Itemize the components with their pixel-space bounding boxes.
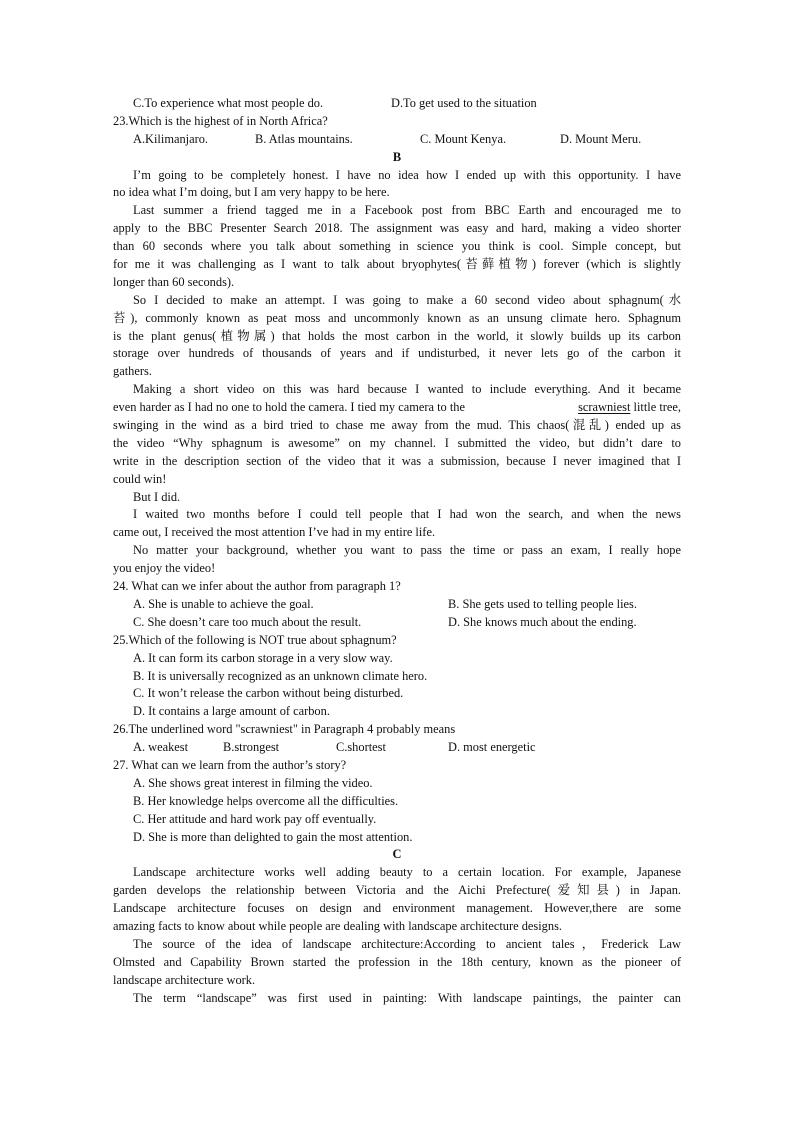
option-a: A.Kilimanjaro. xyxy=(133,131,209,146)
paragraph-line: garden develops the relationship between Victoria and the Aichi Prefecture(爱知县) in Japan. xyxy=(113,883,681,898)
q24-options-cd xyxy=(113,614,681,632)
option-c: C. It won’t release the carbon without being disturbed. xyxy=(133,686,404,701)
question-23: 23.Which is the highest of in North Africa? xyxy=(113,113,328,128)
paragraph-line: landscape architecture work. xyxy=(113,972,256,987)
paragraph-line: for me it was challenging as I want to talk about bryophytes(苔藓植物) forever (which is slightly xyxy=(113,257,681,272)
option-a: A. She shows great interest in filming the video. xyxy=(133,775,373,790)
question-24: 24. What can we infer about the author from paragraph 1? xyxy=(113,579,401,594)
paragraph-line: apply to the BBC Presenter Search 2018. The assignment was easy and hard, making a video shorter xyxy=(113,221,681,236)
underlined-scrawniest: scrawniest xyxy=(578,400,631,415)
option-d: D. She is more than delighted to gain the most attention. xyxy=(133,829,413,844)
option-d: D.To get used to the situation xyxy=(391,96,537,110)
paragraph-line: 苔), commonly known as peat moss and uncommonly known as an unsung climate hero. Sphagnum xyxy=(113,310,681,325)
paragraph-line: So I decided to make an attempt. I was going to make a 60 second video about sphagnum(水 xyxy=(133,292,681,307)
option-c: C.To experience what most people do. xyxy=(133,96,324,110)
line-text-before: even harder as I had no one to hold the camera. I tied my camera to the xyxy=(113,400,465,415)
paragraph-line: But I did. xyxy=(133,489,181,504)
paragraph-line: than 60 seconds where you talk about something in science you think is cool. Simple concept, but xyxy=(113,239,681,254)
paragraph-line: Making a short video on this was hard because I wanted to include everything. And it became xyxy=(133,382,681,397)
q22-options-cd xyxy=(113,95,681,113)
paragraph-line: Olmsted and Capability Brown started the profession in the 18th century, known as the pioneer of xyxy=(113,954,681,969)
q24-options-ab xyxy=(113,596,681,614)
question-27: 27. What can we learn from the author’s story? xyxy=(113,757,347,772)
paragraph-line-underlined xyxy=(113,399,681,417)
option-c: C. Her attitude and hard work pay off eventually. xyxy=(133,811,377,826)
option-a: A. It can form its carbon storage in a very slow way. xyxy=(133,650,393,665)
option-d: D. She knows much about the ending. xyxy=(448,614,637,629)
paragraph-line: is the plant genus(植物属) that holds the most carbon in the world, it slowly builds up its carbon xyxy=(113,328,681,343)
paragraph-line: I waited two months before I could tell people that I had won the search, and when the news xyxy=(133,507,681,522)
underlined-word xyxy=(578,399,681,417)
option-d: D. Mount Meru. xyxy=(560,131,642,146)
option-b: B. She gets used to telling people lies. xyxy=(448,596,637,611)
option-b: B. Atlas mountains. xyxy=(255,131,353,146)
paragraph-line: write in the description section of the video that it was a submission, because I never imagined that I xyxy=(113,453,681,468)
option-d: D. most energetic xyxy=(448,740,536,755)
paragraph-line: longer than 60 seconds). xyxy=(113,274,235,289)
option-c: C. Mount Kenya. xyxy=(420,131,507,146)
paragraph-line: Last summer a friend tagged me in a Facebook post from BBC Earth and encouraged me to xyxy=(133,203,681,218)
paragraph-line: could win! xyxy=(113,471,167,486)
option-b: B. Her knowledge helps overcome all the difficulties. xyxy=(133,793,399,808)
q26-options xyxy=(113,739,681,757)
paragraph-line: swinging in the wind as a bird tried to chase me away from the mud. This chaos(混乱) ended up as xyxy=(113,418,681,433)
section-heading-b: B xyxy=(392,149,402,164)
paragraph-line: gathers. xyxy=(113,364,152,379)
paragraph-line: came out, I received the most attention I’ve had in my entire life. xyxy=(113,525,436,540)
question-25: 25.Which of the following is NOT true about sphagnum? xyxy=(113,632,397,647)
paragraph-line: storage over hundreds of thousands of years and if undisturbed, it never lets go of the carbon it xyxy=(113,346,681,361)
paragraph-line: Landscape architecture focuses on design and environment management. However,there are some xyxy=(113,901,681,916)
option-b: B.strongest xyxy=(223,740,280,755)
paragraph-line: No matter your background, whether you want to pass the time or pass an exam, I really hope xyxy=(133,543,681,558)
line-text-after: little tree, xyxy=(633,400,681,415)
question-26: 26.The underlined word "scrawniest" in Paragraph 4 probably means xyxy=(113,722,456,737)
option-a: A. She is unable to achieve the goal. xyxy=(133,596,314,611)
paragraph-line: The source of the idea of landscape architecture:According to ancient tales，Frederick Law xyxy=(133,936,681,951)
paragraph-line: you enjoy the video! xyxy=(113,561,216,576)
option-c: C.shortest xyxy=(336,740,386,755)
q23-options xyxy=(113,131,681,149)
paragraph-line: The term “landscape” was first used in painting: With landscape paintings, the painter can xyxy=(133,990,681,1005)
exam-page xyxy=(113,95,681,1007)
paragraph-line: no idea what I’m doing, but I am very happy to be here. xyxy=(113,185,390,200)
paragraph-line: amazing facts to know about while people are dealing with landscape architecture designs. xyxy=(113,918,562,933)
option-c: C. She doesn’t care too much about the result. xyxy=(133,614,362,629)
paragraph-line: the video “Why sphagnum is awesome” on my channel. I submitted the video, but didn’t dare to xyxy=(113,435,681,450)
option-d: D. It contains a large amount of carbon. xyxy=(133,704,330,719)
option-a: A. weakest xyxy=(133,740,189,755)
paragraph-line: I’m going to be completely honest. I have no idea how I ended up with this opportunity. I have xyxy=(133,167,681,182)
paragraph-line: Landscape architecture works well adding beauty to a certain location. For example, Japanese xyxy=(133,865,681,880)
option-b: B. It is universally recognized as an unknown climate hero. xyxy=(133,668,428,683)
section-heading-c: C xyxy=(392,847,402,862)
